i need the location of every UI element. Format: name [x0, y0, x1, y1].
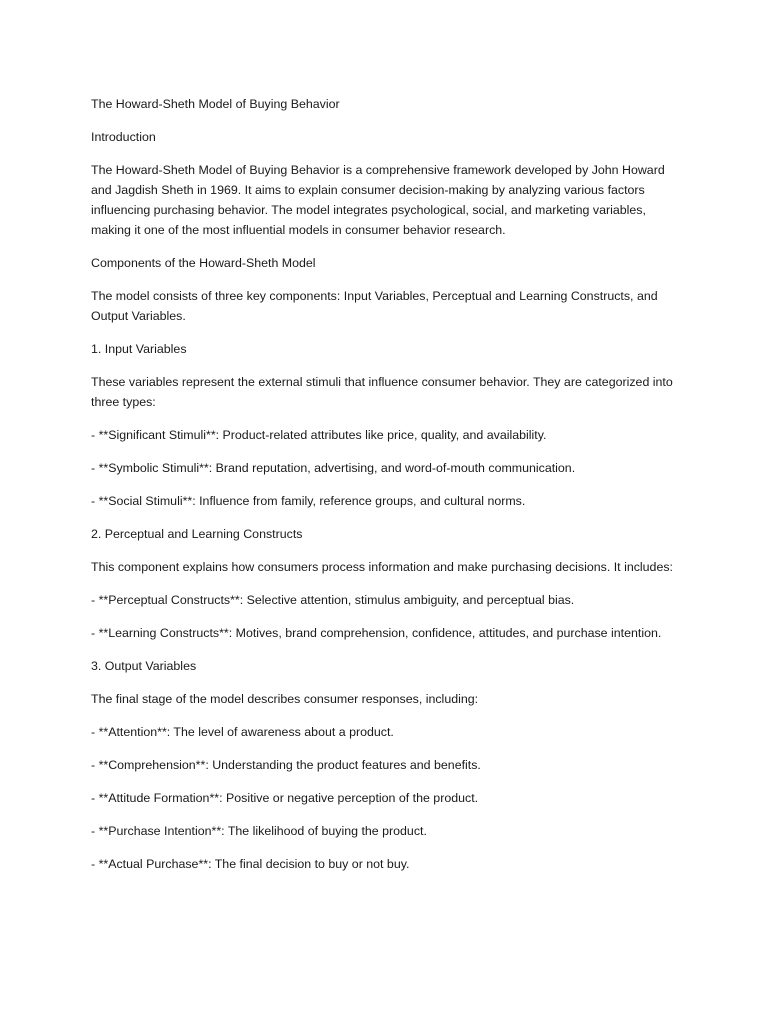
output-variables-paragraph: The final stage of the model describes consumer responses, including:: [91, 692, 479, 706]
list-item: - **Perceptual Constructs**: Selective attention, stimulus ambiguity, and perceptual bias.: [91, 593, 575, 607]
list-item: - **Comprehension**: Understanding the product features and benefits.: [91, 758, 481, 772]
components-paragraph: The model consists of three key components: Input Variables, Perceptual and Learning Constructs, and Output Variables.: [91, 289, 658, 323]
list-item: - **Attention**: The level of awareness about a product.: [91, 725, 394, 739]
input-variables-list: [91, 425, 688, 511]
list-item: - **Social Stimuli**: Influence from family, reference groups, and cultural norms.: [91, 494, 526, 508]
introduction-paragraph: The Howard-Sheth Model of Buying Behavior is a comprehensive framework developed by John Howard and Jagdish Sheth in 1969. It aims to explain consumer decision-making by analyzing various factors influencing purchasing behavior. The model integrates psychological, social, and marketing variables, making it one of the most influential models in consumer behavior research.: [91, 163, 665, 237]
list-item: - **Actual Purchase**: The final decision to buy or not buy.: [91, 857, 410, 871]
perceptual-learning-paragraph: This component explains how consumers process information and make purchasing decisions. It includes:: [91, 560, 673, 574]
list-item: - **Symbolic Stimuli**: Brand reputation, advertising, and word-of-mouth communication.: [91, 461, 576, 475]
input-variables-heading: 1. Input Variables: [91, 342, 187, 356]
components-heading: Components of the Howard-Sheth Model: [91, 256, 316, 270]
list-item: - **Learning Constructs**: Motives, brand comprehension, confidence, attitudes, and purchase intention.: [91, 626, 662, 640]
perceptual-learning-list: [91, 590, 688, 643]
list-item: - **Purchase Intention**: The likelihood of buying the product.: [91, 824, 427, 838]
output-variables-list: [91, 722, 688, 874]
document-title: The Howard-Sheth Model of Buying Behavior: [91, 97, 340, 111]
introduction-heading: Introduction: [91, 130, 156, 144]
list-item: - **Attitude Formation**: Positive or negative perception of the product.: [91, 791, 479, 805]
output-variables-heading: 3. Output Variables: [91, 659, 197, 673]
input-variables-paragraph: These variables represent the external stimuli that influence consumer behavior. They are categorized into three types:: [91, 375, 673, 409]
perceptual-learning-heading: 2. Perceptual and Learning Constructs: [91, 527, 303, 541]
list-item: - **Significant Stimuli**: Product-related attributes like price, quality, and availability.: [91, 428, 547, 442]
